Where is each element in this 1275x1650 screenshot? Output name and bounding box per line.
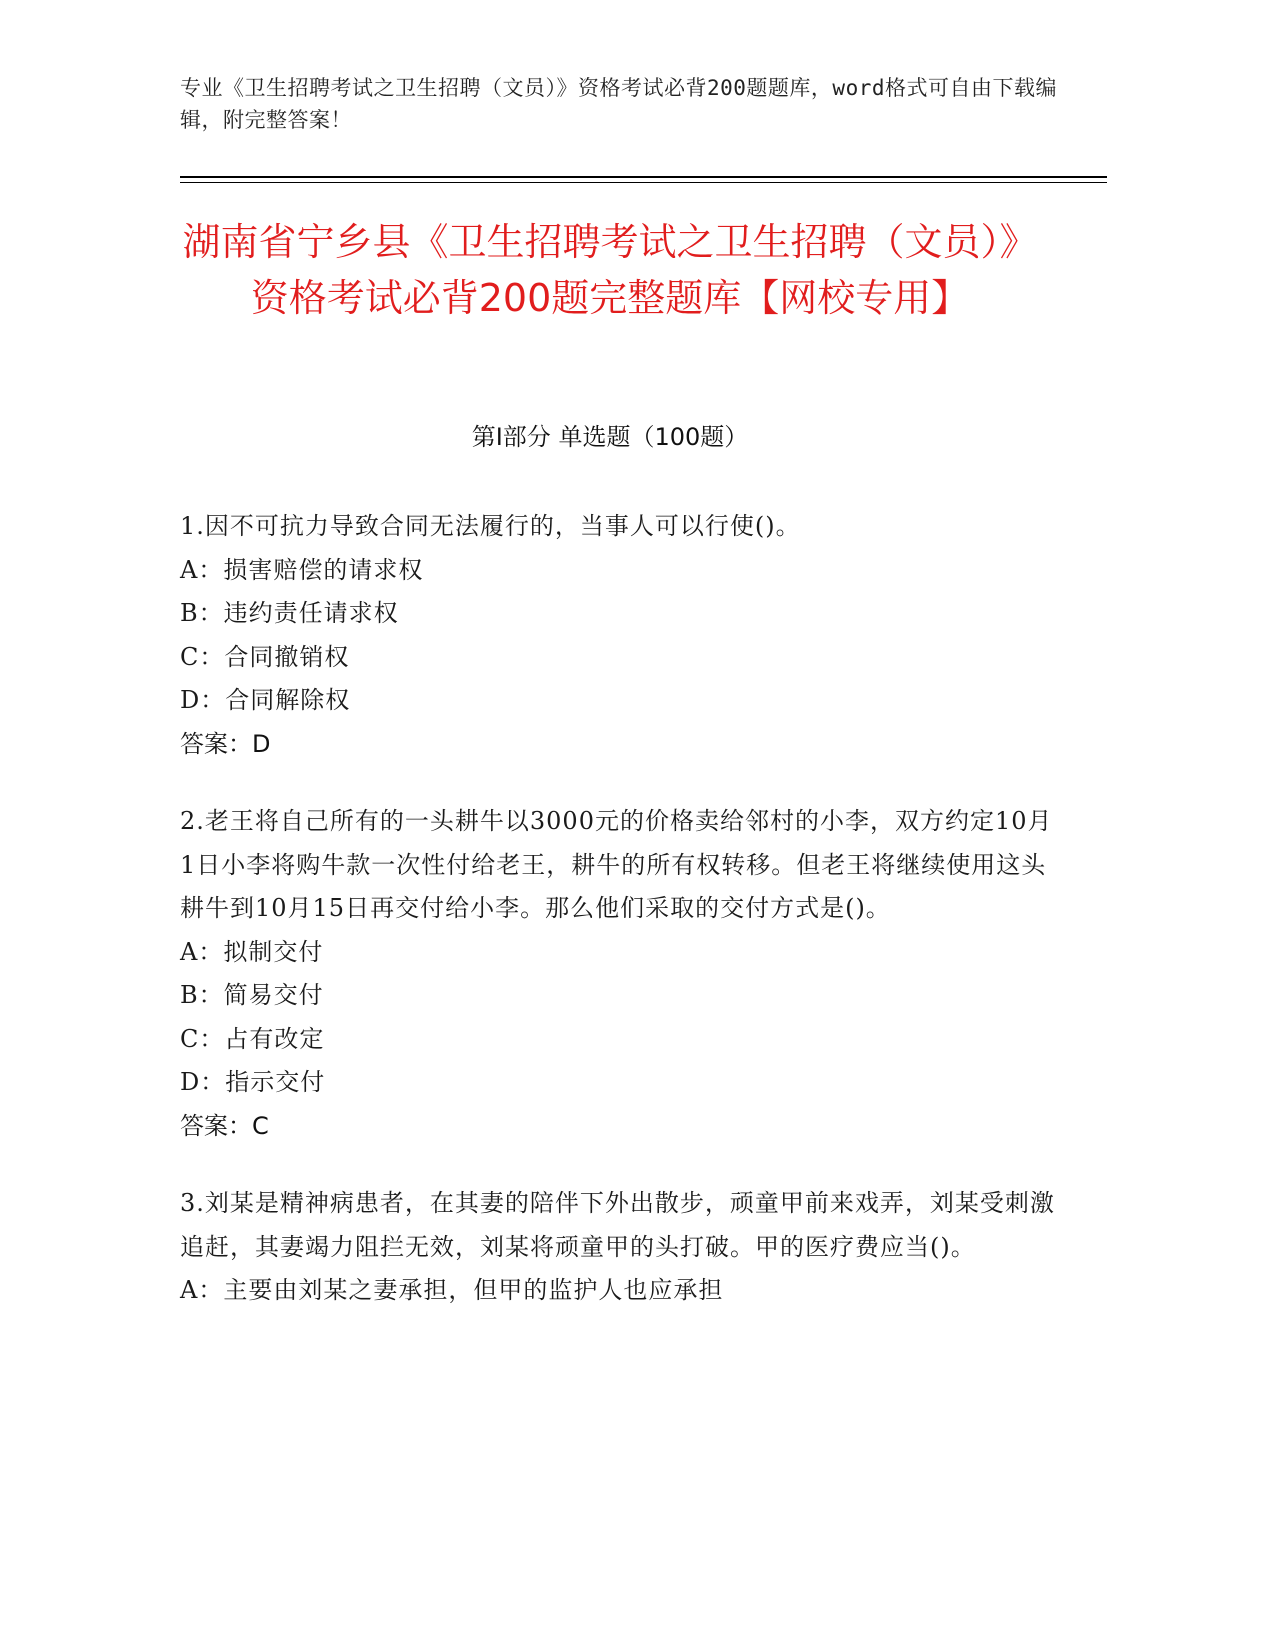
question-1	[180, 505, 1060, 766]
option-d: D：合同解除权	[180, 686, 351, 714]
option-c: C：占有改定	[180, 1024, 325, 1053]
question-3	[180, 1182, 1060, 1313]
header-divider-thick	[180, 176, 1107, 178]
option-b: B：简易交付	[180, 981, 324, 1009]
question-2	[180, 800, 1060, 1148]
question-stem: 1.因不可抗力导致合同无法履行的，当事人可以行使()。	[180, 512, 801, 540]
answer: 答案：C	[180, 1111, 269, 1140]
header-divider-thin	[180, 182, 1107, 183]
option-b: B：违约责任请求权	[180, 599, 399, 627]
question-list	[180, 505, 1060, 1347]
document-title: 湖南省宁乡县《卫生招聘考试之卫生招聘（文员）》资格考试必背200题完整题库【网校专用】	[182, 220, 1038, 320]
header-note: 专业《卫生招聘考试之卫生招聘（文员）》资格考试必背200题题库，word格式可自由下载编辑，附完整答案！	[180, 76, 1057, 132]
option-c: C：合同撤销权	[180, 642, 350, 671]
option-a: A：拟制交付	[180, 937, 324, 966]
question-stem: 3.刘某是精神病患者，在其妻的陪伴下外出散步，顽童甲前来戏弄，刘某受刺激追赶，其妻竭力阻拦无效，刘某将顽童甲的头打破。甲的医疗费应当()。	[180, 1189, 1055, 1261]
option-a: A：主要由刘某之妻承担，但甲的监护人也应承担	[180, 1276, 724, 1304]
question-stem: 2.老王将自己所有的一头耕牛以3000元的价格卖给邻村的小李，双方约定10月1日小李将购牛款一次性付给老王，耕牛的所有权转移。但老王将继续使用这头耕牛到10月15日再交付给小李。那么他们采取的交付方式是()。	[180, 807, 1053, 922]
option-a: A：损害赔偿的请求权	[180, 555, 424, 584]
option-d: D：指示交付	[180, 1068, 326, 1096]
answer: 答案：D	[180, 729, 271, 758]
section-heading: 第I部分 单选题（100题）	[471, 423, 749, 451]
